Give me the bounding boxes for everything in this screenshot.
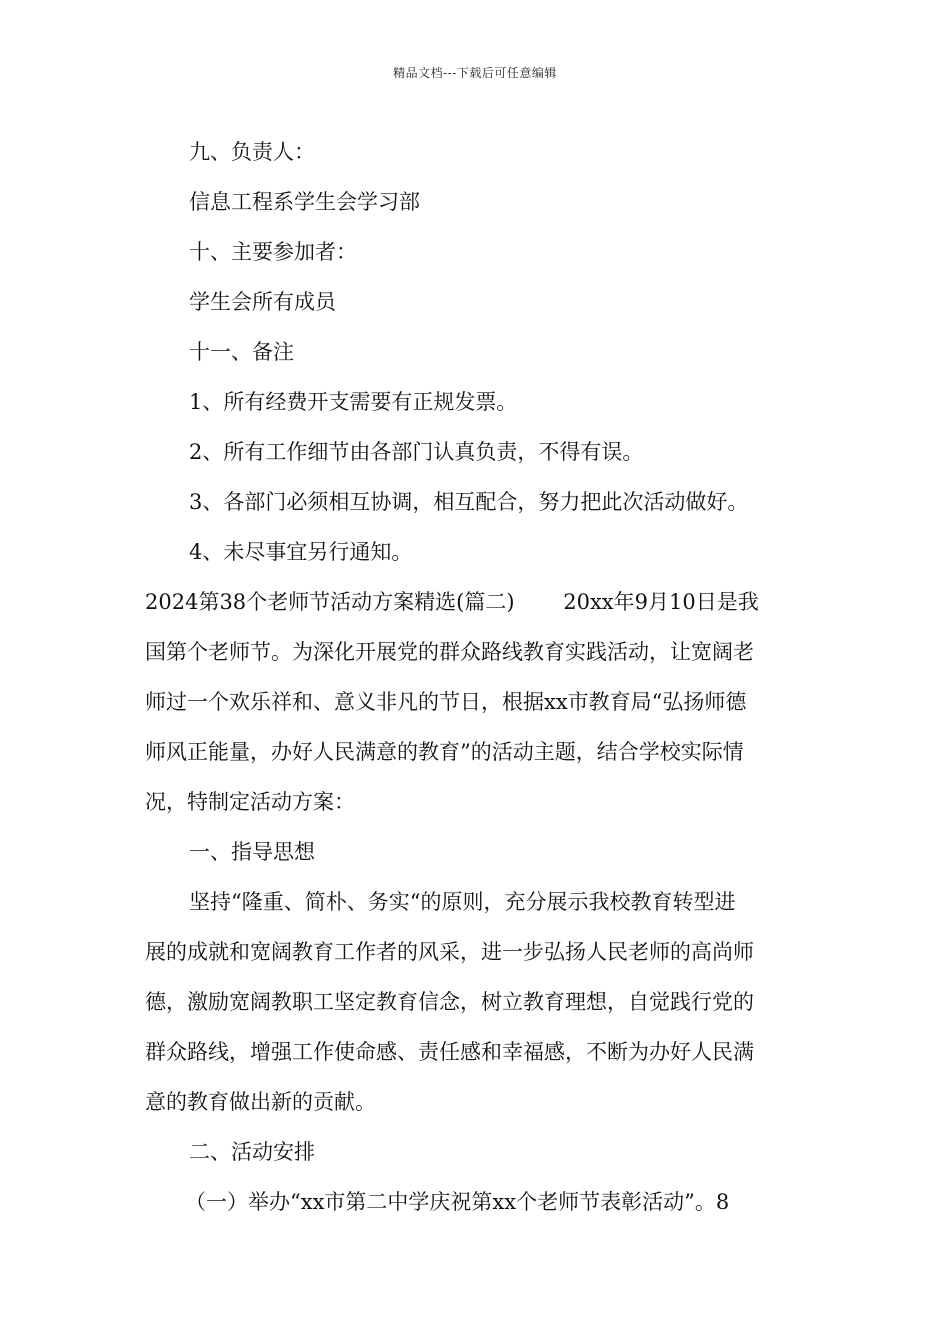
note-item-3: 3、各部门必须相互协调，相互配合，努力把此次活动做好。 [189,490,749,514]
section-ten-heading: 十、主要参加者： [189,240,357,264]
section-guiding-heading: 一、指导思想 [189,840,315,864]
responsible-party: 信息工程系学生会学习部 [189,190,420,214]
activity-item-1: （一）举办“xx市第二中学庆祝第xx个老师节表彰活动”。8 [185,1190,730,1214]
paragraph-line: 意的教育做出新的贡献。 [145,1090,376,1114]
note-item-1: 1、所有经费开支需要有正规发票。 [189,390,518,414]
paragraph-line: 展的成就和宽阔教育工作者的风采，进一步弘扬人民老师的高尚师 [145,940,754,964]
paragraph-line: 师过一个欢乐祥和、意义非凡的节日，根据xx市教育局“弘扬师德 [145,690,747,714]
paragraph-line: 坚持“隆重、简朴、务实“的原则，充分展示我校教育转型进 [189,890,736,914]
note-item-2: 2、所有工作细节由各部门认真负责，不得有误。 [189,440,644,464]
page-header: 精品文档---下载后可任意编辑 [393,66,557,80]
article-title-line: 2024第38个老师节活动方案精选(篇二) 20xx年9月10日是我 [145,590,759,614]
participants: 学生会所有成员 [189,290,336,314]
note-item-4: 4、未尽事宜另行通知。 [189,540,413,564]
paragraph-line: 群众路线，增强工作使命感、责任感和幸福感，不断为办好人民满 [145,1040,754,1064]
section-eleven-heading: 十一、备注 [189,340,294,364]
section-nine-heading: 九、负责人： [189,140,315,164]
paragraph-line: 德，激励宽阔教职工坚定教育信念，树立教育理想，自觉践行党的 [145,990,754,1014]
paragraph-line: 师风正能量，办好人民满意的教育”的活动主题，结合学校实际情 [145,740,744,764]
paragraph-line: 国第个老师节。为深化开展党的群众路线教育实践活动，让宽阔老 [145,640,754,664]
paragraph-line: 况，特制定活动方案： [145,790,355,814]
section-activity-heading: 二、活动安排 [189,1140,315,1164]
